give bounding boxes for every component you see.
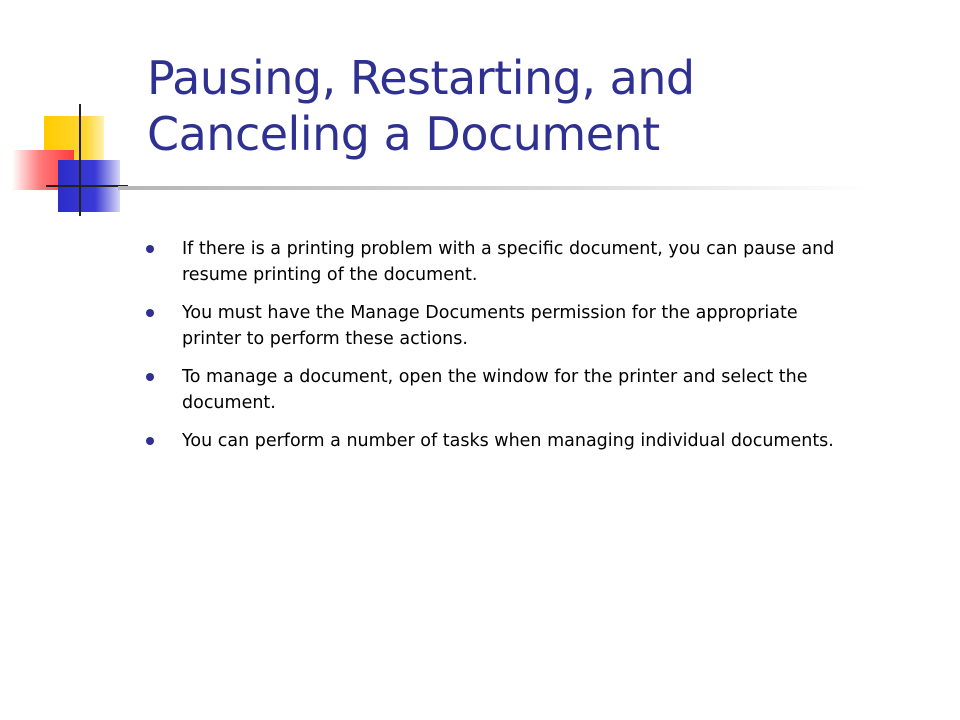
vertical-line-decoration	[79, 104, 81, 216]
bullet-item	[145, 364, 860, 416]
bullet-icon	[146, 309, 154, 317]
bullet-text: You can perform a number of tasks when managing individual documents.	[182, 431, 834, 451]
bullet-icon	[146, 373, 154, 381]
bullet-item	[145, 236, 860, 288]
horizontal-line-decoration	[46, 185, 128, 187]
bullet-list	[145, 236, 860, 466]
bullet-text: You must have the Manage Documents permission for the appropriate printer to perform these actions.	[182, 303, 798, 349]
bullet-text: To manage a document, open the window for the printer and select the document.	[182, 367, 808, 413]
slide-title: Pausing, Restarting, and Canceling a Document	[147, 51, 695, 161]
bullet-item	[145, 428, 860, 454]
bullet-text: If there is a printing problem with a specific document, you can pause and resume printing of the document.	[182, 239, 835, 285]
title-underline	[118, 186, 870, 190]
bullet-icon	[146, 245, 154, 253]
bullet-icon	[146, 437, 154, 445]
bullet-item	[145, 300, 860, 352]
